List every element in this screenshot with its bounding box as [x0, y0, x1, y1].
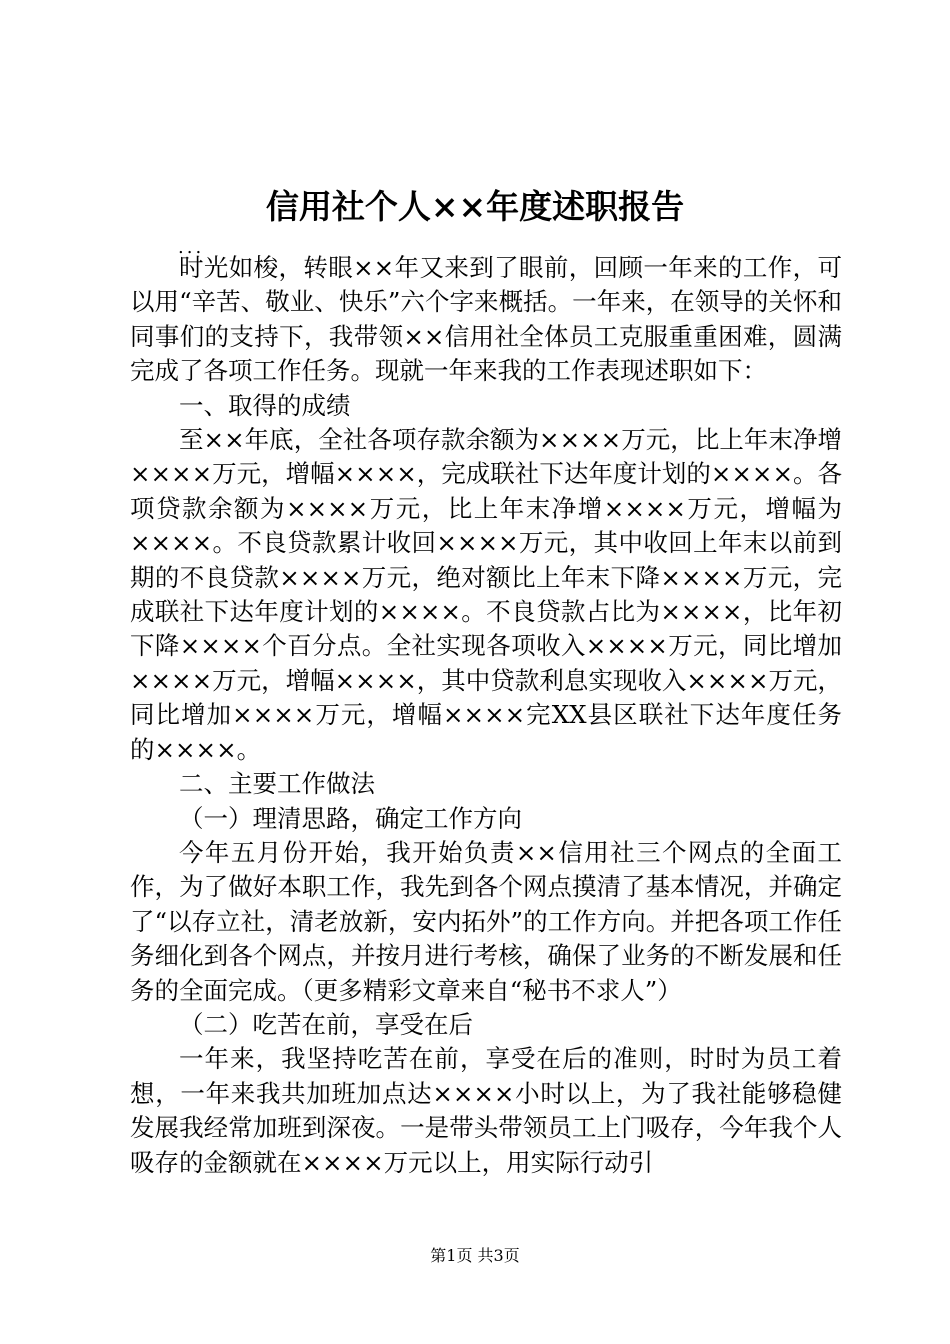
subheading-hardship: （二）吃苦在前，享受在后 [179, 1009, 473, 1039]
document-body [130, 251, 842, 1180]
heading-achievements: 一、取得的成绩 [179, 390, 351, 420]
ellipsis-marker: ... [178, 237, 205, 258]
page-footer: 第1页 共3页 [430, 1246, 520, 1265]
paragraph-hardship: 一年来，我坚持吃苦在前，享受在后的准则，时时为员工着想，一年来我共加班加点达××××小时以上，为了我社能够稳健发展我经常加班到深夜。一是带头带领员工上门吸存，今年我个人吸存的金额就在××××万元以上，用实际行动引 [130, 1044, 842, 1177]
paragraph-achievements: 至××年底，全社各项存款余额为××××万元，比上年末净增××××万元，增幅××××，完成联社下达年度计划的××××。各项贷款余额为××××万元，比上年末净增××××万元，增幅为××××。不良贷款累计收回××××万元，其中收回上年末以前到期的不良贷款××××万元，绝对额比上年末下降××××万元，完成联社下达年度计划的××××。不良贷款占比为××××，比年初下降××××个百分点。全社实现各项收入××××万元，同比增加××××万元，增幅××××，其中贷款利息实现收入××××万元，同比增加××××万元，增幅××××完XX县区联社下达年度任务的××××。 [130, 425, 842, 764]
subheading-direction: （一）理清思路，确定工作方向 [179, 803, 522, 833]
paragraph-intro: 时光如梭，转眼××年又来到了眼前，回顾一年来的工作，可以用“辛苦、敬业、快乐”六个字来概括。一年来，在领导的关怀和同事们的支持下，我带领××信用社全体员工克服重重困难，圆满完成了各项工作任务。现就一年来我的工作表现述职如下： [130, 253, 842, 386]
heading-main-methods: 二、主要工作做法 [179, 769, 375, 799]
paragraph-direction: 今年五月份开始，我开始负责××信用社三个网点的全面工作，为了做好本职工作，我先到各个网点摸清了基本情况，并确定了“以存立社，清老放新，安内拓外”的工作方向。并把各项工作任务细化到各个网点，并按月进行考核，确保了业务的不断发展和任务的全面完成。（更多精彩文章来自“秘书不求人”） [130, 837, 842, 1005]
document-title: 信用社个人××年度述职报告 [265, 187, 685, 226]
